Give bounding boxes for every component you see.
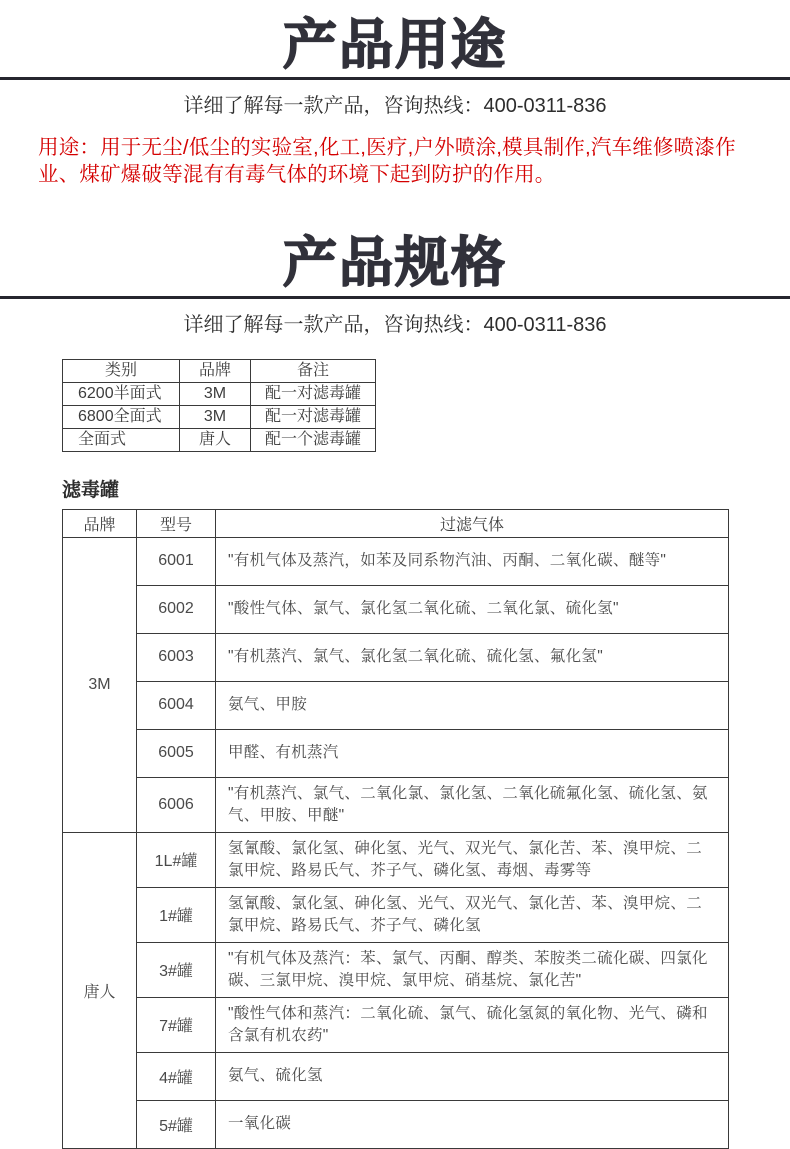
header-model: 型号 xyxy=(137,509,216,537)
model-cell: 5#罐 xyxy=(137,1100,216,1148)
spec-section-title: 产品规格 xyxy=(283,233,507,294)
header-brand: 品牌 xyxy=(180,359,251,382)
table-row xyxy=(63,585,729,633)
brand-cell: 3M xyxy=(180,405,251,428)
category-cell: 全面式 xyxy=(63,428,180,451)
canister-section-label: 滤毒罐 xyxy=(62,479,120,501)
table-row xyxy=(63,997,729,1052)
model-cell: 4#罐 xyxy=(137,1052,216,1100)
table-row xyxy=(63,777,729,832)
model-cell: 6001 xyxy=(137,537,216,585)
gases-cell: 氢氰酸、氯化氢、砷化氢、光气、双光气、氯化苦、苯、溴甲烷、二氯甲烷、路易氏气、芥子气、磷化氢 xyxy=(216,887,729,942)
category-cell: 6200半面式 xyxy=(63,382,180,405)
gases-cell: 甲醛、有机蒸汽 xyxy=(216,729,729,777)
gases-cell: "有机蒸汽、氯气、氯化氢二氧化硫、硫化氢、氟化氢" xyxy=(216,633,729,681)
model-cell: 6006 xyxy=(137,777,216,832)
usage-section xyxy=(0,16,790,188)
table-row xyxy=(63,537,729,585)
model-cell: 1#罐 xyxy=(137,887,216,942)
brand-cell: 唐人 xyxy=(180,428,251,451)
header-filtered-gases: 过滤气体 xyxy=(216,509,729,537)
model-cell: 1L#罐 xyxy=(137,832,216,887)
note-cell: 配一个滤毒罐 xyxy=(251,428,376,451)
table-row xyxy=(63,887,729,942)
model-cell: 6003 xyxy=(137,633,216,681)
product-detail-page xyxy=(0,16,790,1149)
brand-cell: 3M xyxy=(63,537,137,832)
title-divider xyxy=(0,77,790,80)
gases-cell: 氨气、硫化氢 xyxy=(216,1052,729,1100)
header-brand: 品牌 xyxy=(63,509,137,537)
table-row xyxy=(63,1052,729,1100)
table-row xyxy=(63,633,729,681)
spec-section xyxy=(0,234,790,1148)
model-cell: 6005 xyxy=(137,729,216,777)
table-row xyxy=(63,1100,729,1148)
table-row xyxy=(63,428,376,451)
note-cell: 配一对滤毒罐 xyxy=(251,382,376,405)
note-cell: 配一对滤毒罐 xyxy=(251,405,376,428)
category-cell: 6800全面式 xyxy=(63,405,180,428)
gases-cell: 氢氰酸、氯化氢、砷化氢、光气、双光气、氯化苦、苯、溴甲烷、二氯甲烷、路易氏气、芥子气、磷化氢、毒烟、毒雾等 xyxy=(216,832,729,887)
table-row xyxy=(63,681,729,729)
brand-cell: 3M xyxy=(180,382,251,405)
header-note: 备注 xyxy=(251,359,376,382)
title-divider xyxy=(0,296,790,299)
table-header-row xyxy=(63,359,376,382)
table-row xyxy=(63,832,729,887)
canister-table xyxy=(62,509,729,1149)
gases-cell: 氨气、甲胺 xyxy=(216,681,729,729)
usage-hotline-subtitle: 详细了解每一款产品，咨询热线：400-0311-836 xyxy=(183,95,607,118)
usage-section-title: 产品用途 xyxy=(283,15,507,75)
gases-cell: "酸性气体和蒸汽：二氧化硫、氯气、硫化氢氮的氧化物、光气、磷和含氯有机农药" xyxy=(216,997,729,1052)
gases-cell: "有机蒸汽、氯气、二氧化氯、氯化氢、二氧化硫氟化氢、硫化氢、氨气、甲胺、甲醚" xyxy=(216,777,729,832)
header-category: 类别 xyxy=(63,359,180,382)
model-cell: 6004 xyxy=(137,681,216,729)
spec-hotline-subtitle: 详细了解每一款产品，咨询热线：400-0311-836 xyxy=(183,313,607,336)
table-row xyxy=(63,942,729,997)
brand-cell: 唐人 xyxy=(63,832,137,1148)
table-row xyxy=(63,405,376,428)
gases-cell: 一氧化碳 xyxy=(216,1100,729,1148)
gases-cell: "有机气体及蒸汽，如苯及同系物汽油、丙酮、二氧化碳、醚等" xyxy=(216,537,729,585)
gases-cell: "酸性气体、氯气、氯化氢二氧化硫、二氧化氯、硫化氢" xyxy=(216,585,729,633)
table-row xyxy=(63,729,729,777)
usage-description: 用途：用于无尘/低尘的实验室,化工,医疗,户外喷涂,模具制作,汽车维修喷漆作业、煤矿爆破等混有有毒气体的环境下起到防护的作用。 xyxy=(38,136,736,187)
mask-spec-table xyxy=(62,359,376,452)
table-row xyxy=(63,382,376,405)
model-cell: 3#罐 xyxy=(137,942,216,997)
model-cell: 6002 xyxy=(137,585,216,633)
table-header-row xyxy=(63,509,729,537)
model-cell: 7#罐 xyxy=(137,997,216,1052)
gases-cell: "有机气体及蒸汽：苯、氯气、丙酮、醇类、苯胺类二硫化碳、四氯化碳、三氯甲烷、溴甲烷、氯甲烷、硝基烷、氯化苦" xyxy=(216,942,729,997)
